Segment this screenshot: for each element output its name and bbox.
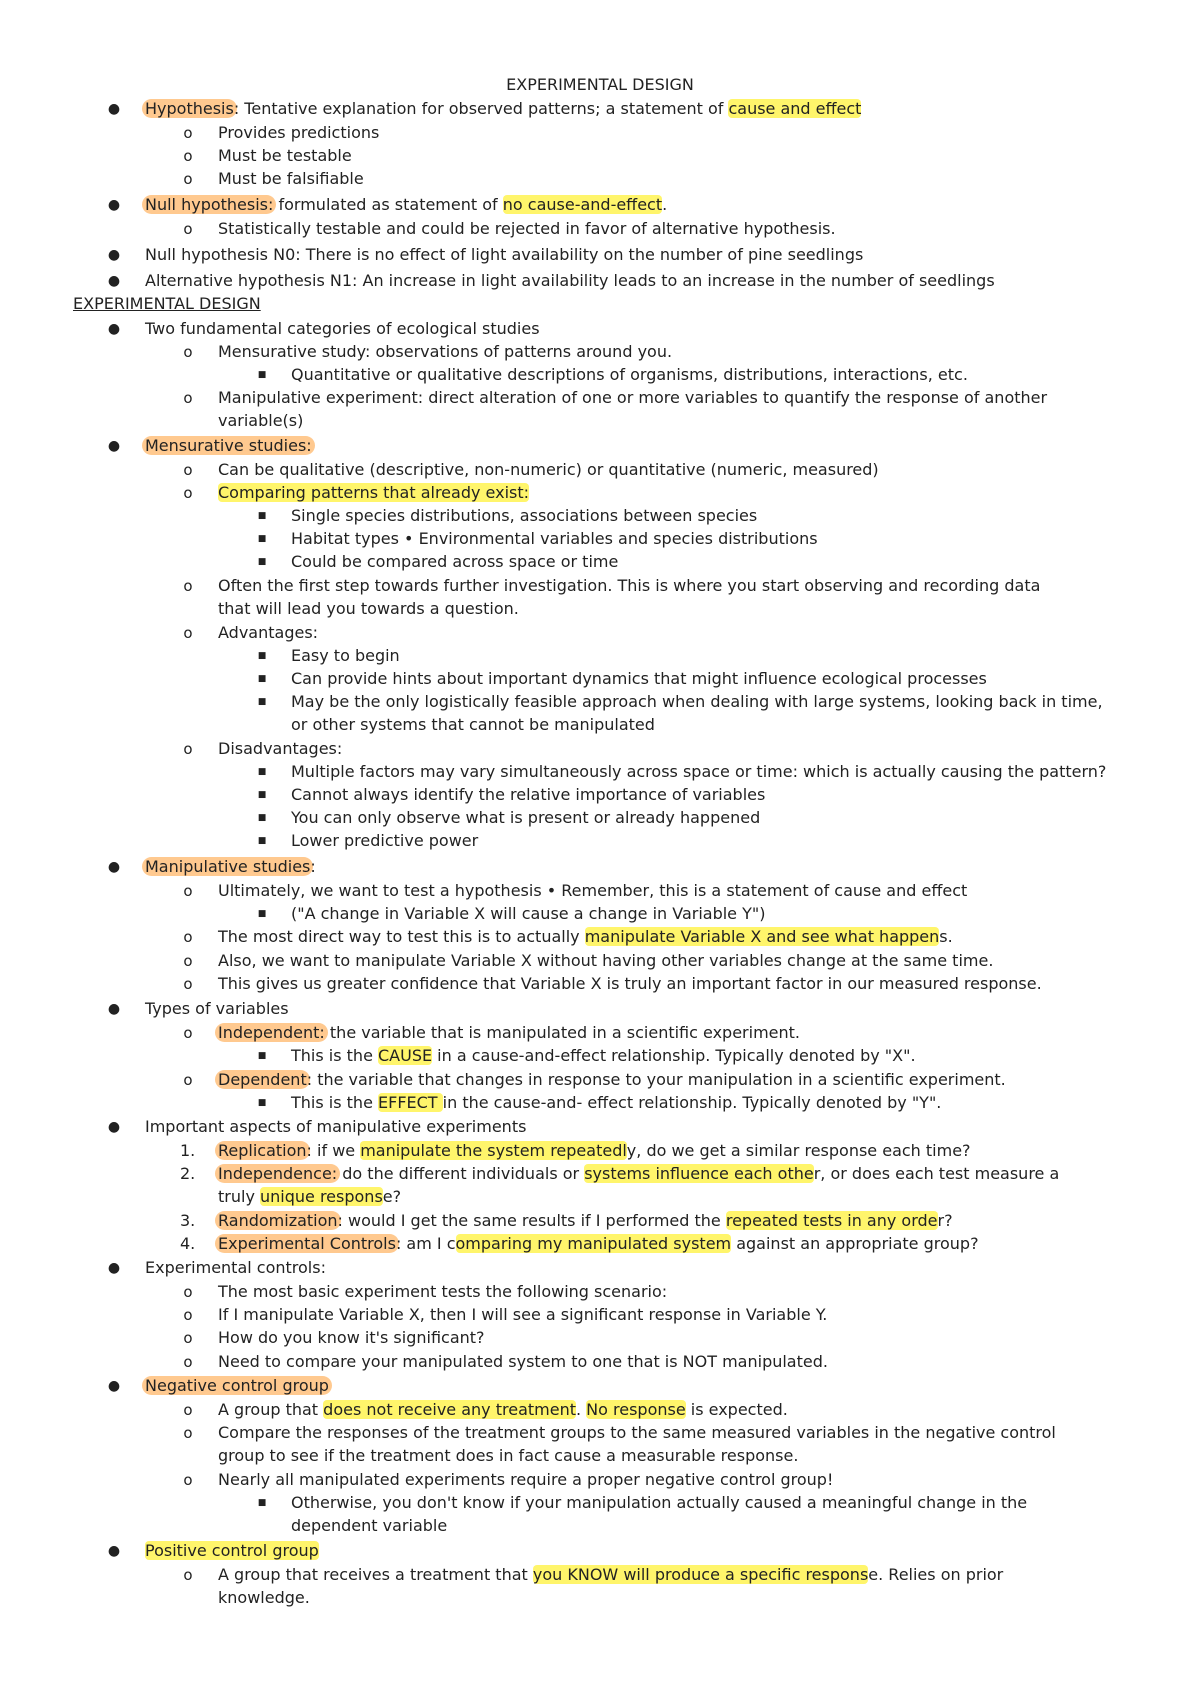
manipulative-item: Manipulative studies: bbox=[145, 856, 316, 878]
independent-term: Independent: bbox=[215, 1023, 328, 1042]
list-item: Lower predictive power bbox=[291, 831, 479, 850]
effect-highlight: EFFECT bbox=[378, 1093, 443, 1112]
list-item: How do you know it's significant? bbox=[218, 1328, 485, 1347]
numbered-item: Experimental Controls: am I comparing my manipulated system against an appropriate group? bbox=[218, 1233, 979, 1255]
bullet-circle-icon: o bbox=[183, 1353, 193, 1371]
list-item: Mensurative study: observations of patterns around you. bbox=[218, 342, 673, 361]
list-item: ("A change in Variable X will cause a change in Variable Y") bbox=[291, 904, 766, 923]
bullet-circle-icon: o bbox=[183, 170, 193, 188]
bullet-disc-icon: ● bbox=[107, 438, 121, 454]
manipulative-term: Manipulative studies bbox=[142, 857, 313, 876]
list-number: 2. bbox=[180, 1164, 196, 1183]
bullet-square-icon: ■ bbox=[257, 1098, 267, 1108]
bullet-square-icon: ■ bbox=[257, 511, 267, 521]
cause-highlight: CAUSE bbox=[378, 1046, 433, 1065]
list-item: Types of variables bbox=[145, 999, 289, 1018]
list-item: Ultimately, we want to test a hypothesis • Remember, this is a statement of cause and effect bbox=[218, 881, 968, 900]
dependent-term: Dependent bbox=[215, 1070, 310, 1089]
list-item: Often the first step towards further investigation. This is where you start observing and recording data bbox=[218, 576, 1041, 595]
bullet-circle-icon: o bbox=[183, 484, 193, 502]
numbered-item: Randomization: would I get the same results if I performed the repeated tests in any order? bbox=[218, 1210, 953, 1232]
bullet-disc-icon: ● bbox=[107, 273, 121, 289]
negative-control-item bbox=[145, 1375, 329, 1397]
list-item: Provides predictions bbox=[218, 123, 380, 142]
bullet-square-icon: ■ bbox=[257, 697, 267, 707]
bullet-disc-icon: ● bbox=[107, 1543, 121, 1559]
list-item: Nearly all manipulated experiments require a proper negative control group! bbox=[218, 1470, 834, 1489]
bullet-circle-icon: o bbox=[183, 461, 193, 479]
bullet-square-icon: ■ bbox=[257, 651, 267, 661]
null-hypothesis-item: Null hypothesis: formulated as statement of no cause-and-effect. bbox=[145, 194, 667, 216]
bullet-disc-icon: ● bbox=[107, 321, 121, 337]
bullet-square-icon: ■ bbox=[257, 534, 267, 544]
bullet-circle-icon: o bbox=[183, 1071, 193, 1089]
list-item: Could be compared across space or time bbox=[291, 552, 619, 571]
hypothesis-item: Hypothesis: Tentative explanation for observed patterns; a statement of cause and effect bbox=[145, 98, 861, 120]
section-heading: EXPERIMENTAL DESIGN bbox=[73, 294, 261, 313]
bullet-circle-icon: o bbox=[183, 952, 193, 970]
randomization-term: Randomization bbox=[215, 1211, 341, 1230]
list-item: This gives us greater confidence that Variable X is truly an important factor in our measured response. bbox=[218, 974, 1042, 993]
bullet-circle-icon: o bbox=[183, 1424, 193, 1442]
bullet-disc-icon: ● bbox=[107, 1001, 121, 1017]
independence-term: Independence: bbox=[215, 1164, 340, 1183]
bullet-circle-icon: o bbox=[183, 975, 193, 993]
replication-term: Replication bbox=[215, 1141, 310, 1160]
list-item: Statistically testable and could be rejected in favor of alternative hypothesis. bbox=[218, 219, 836, 238]
list-item: May be the only logistically feasible approach when dealing with large systems, looking back in time, bbox=[291, 692, 1103, 711]
bullet-circle-icon: o bbox=[183, 1306, 193, 1324]
list-item: You can only observe what is present or already happened bbox=[291, 808, 761, 827]
numbered-item: Independence: do the different individuals or systems influence each other, or does each test measure a bbox=[218, 1163, 1059, 1185]
list-item: Cannot always identify the relative importance of variables bbox=[291, 785, 766, 804]
list-item: Advantages: bbox=[218, 623, 319, 642]
bullet-square-icon: ■ bbox=[257, 370, 267, 380]
list-item: Quantitative or qualitative descriptions of organisms, distributions, interactions, etc. bbox=[291, 365, 968, 384]
null-hypothesis-term: Null hypothesis: bbox=[142, 195, 276, 214]
manipulate-x-highlight: manipulate Variable X and see what happen bbox=[584, 927, 940, 946]
bullet-circle-icon: o bbox=[183, 1401, 193, 1419]
list-number: 4. bbox=[180, 1234, 196, 1253]
list-item: The most direct way to test this is to actually manipulate Variable X and see what happens. bbox=[218, 927, 953, 946]
bullet-square-icon: ■ bbox=[257, 909, 267, 919]
dependent-item: Dependent: the variable that changes in response to your manipulation in a scientific experiment. bbox=[218, 1069, 1006, 1091]
mensurative-item bbox=[145, 435, 312, 457]
bullet-square-icon: ■ bbox=[257, 1498, 267, 1508]
bullet-square-icon: ■ bbox=[257, 1051, 267, 1061]
list-item-continuation: that will lead you towards a question. bbox=[218, 599, 519, 618]
list-item: Null hypothesis N0: There is no effect of light availability on the number of pine seedlings bbox=[145, 245, 864, 264]
numbered-item: Replication: if we manipulate the system repeatedly, do we get a similar response each time? bbox=[218, 1140, 971, 1162]
bullet-circle-icon: o bbox=[183, 1471, 193, 1489]
hypothesis-term: Hypothesis bbox=[142, 99, 237, 118]
numbered-item-continuation: truly unique response? bbox=[218, 1187, 402, 1206]
page-title: EXPERIMENTAL DESIGN bbox=[506, 75, 694, 94]
list-item: Habitat types • Environmental variables and species distributions bbox=[291, 529, 818, 548]
list-item-continuation: dependent variable bbox=[291, 1516, 448, 1535]
bullet-circle-icon: o bbox=[183, 1566, 193, 1584]
bullet-disc-icon: ● bbox=[107, 1119, 121, 1135]
list-item: Two fundamental categories of ecological studies bbox=[145, 319, 540, 338]
list-item: Can be qualitative (descriptive, non-numeric) or quantitative (numeric, measured) bbox=[218, 460, 879, 479]
bullet-circle-icon: o bbox=[183, 577, 193, 595]
bullet-disc-icon: ● bbox=[107, 1378, 121, 1394]
bullet-square-icon: ■ bbox=[257, 767, 267, 777]
bullet-disc-icon: ● bbox=[107, 859, 121, 875]
no-cause-effect-highlight: no cause-and-effect bbox=[502, 195, 663, 214]
bullet-disc-icon: ● bbox=[107, 197, 121, 213]
list-item bbox=[218, 482, 529, 504]
list-item: Manipulative experiment: direct alteration of one or more variables to quantify the response of another bbox=[218, 388, 1048, 407]
bullet-circle-icon: o bbox=[183, 1283, 193, 1301]
list-item: Need to compare your manipulated system to one that is NOT manipulated. bbox=[218, 1352, 828, 1371]
list-item-continuation: variable(s) bbox=[218, 411, 304, 430]
list-item: Also, we want to manipulate Variable X without having other variables change at the same time. bbox=[218, 951, 994, 970]
list-item: Multiple factors may vary simultaneously across space or time: which is actually causing the pattern? bbox=[291, 762, 1107, 781]
comparing-patterns-highlight: Comparing patterns that already exist: bbox=[218, 483, 530, 502]
list-item-continuation: group to see if the treatment does in fact cause a measurable response. bbox=[218, 1446, 799, 1465]
list-item: Alternative hypothesis N1: An increase in light availability leads to an increase in the number of seedlings bbox=[145, 271, 995, 290]
bullet-disc-icon: ● bbox=[107, 1260, 121, 1276]
list-item: Must be falsifiable bbox=[218, 169, 364, 188]
list-number: 3. bbox=[180, 1211, 196, 1230]
positive-control-item bbox=[145, 1540, 319, 1562]
list-item: The most basic experiment tests the following scenario: bbox=[218, 1282, 668, 1301]
independent-item: Independent: the variable that is manipulated in a scientific experiment. bbox=[218, 1022, 800, 1044]
list-item-continuation: knowledge. bbox=[218, 1588, 310, 1607]
list-item: Easy to begin bbox=[291, 646, 400, 665]
list-number: 1. bbox=[180, 1141, 196, 1160]
list-item: Important aspects of manipulative experiments bbox=[145, 1117, 527, 1136]
bullet-circle-icon: o bbox=[183, 1024, 193, 1042]
list-item: If I manipulate Variable X, then I will see a significant response in Variable Y. bbox=[218, 1305, 828, 1324]
list-item: Disadvantages: bbox=[218, 739, 343, 758]
bullet-disc-icon: ● bbox=[107, 101, 121, 117]
negative-control-term: Negative control group bbox=[142, 1376, 332, 1395]
bullet-square-icon: ■ bbox=[257, 557, 267, 567]
bullet-disc-icon: ● bbox=[107, 247, 121, 263]
list-item: Experimental controls: bbox=[145, 1258, 326, 1277]
bullet-circle-icon: o bbox=[183, 343, 193, 361]
mensurative-term: Mensurative studies: bbox=[142, 436, 315, 455]
bullet-circle-icon: o bbox=[183, 740, 193, 758]
bullet-circle-icon: o bbox=[183, 882, 193, 900]
bullet-square-icon: ■ bbox=[257, 790, 267, 800]
list-item: A group that receives a treatment that you KNOW will produce a specific response. Relies on prior bbox=[218, 1565, 1004, 1584]
list-item: Otherwise, you don't know if your manipulation actually caused a meaningful change in the bbox=[291, 1493, 1028, 1512]
cause-effect-highlight: cause and effect bbox=[728, 99, 862, 118]
list-item: This is the EFFECT in the cause-and- effect relationship. Typically denoted by "Y". bbox=[291, 1093, 942, 1112]
positive-control-term: Positive control group bbox=[145, 1541, 319, 1560]
list-item: A group that does not receive any treatment. No response is expected. bbox=[218, 1400, 788, 1419]
list-item: This is the CAUSE in a cause-and-effect relationship. Typically denoted by "X". bbox=[291, 1046, 916, 1065]
list-item: Can provide hints about important dynamics that might influence ecological processes bbox=[291, 669, 987, 688]
experimental-controls-term: Experimental Controls bbox=[215, 1234, 399, 1253]
list-item: Single species distributions, associations between species bbox=[291, 506, 758, 525]
bullet-circle-icon: o bbox=[183, 928, 193, 946]
list-item-continuation: or other systems that cannot be manipulated bbox=[291, 715, 655, 734]
bullet-square-icon: ■ bbox=[257, 674, 267, 684]
bullet-square-icon: ■ bbox=[257, 836, 267, 846]
bullet-square-icon: ■ bbox=[257, 813, 267, 823]
bullet-circle-icon: o bbox=[183, 389, 193, 407]
bullet-circle-icon: o bbox=[183, 1329, 193, 1347]
bullet-circle-icon: o bbox=[183, 220, 193, 238]
bullet-circle-icon: o bbox=[183, 624, 193, 642]
bullet-circle-icon: o bbox=[183, 124, 193, 142]
list-item: Must be testable bbox=[218, 146, 352, 165]
list-item: Compare the responses of the treatment groups to the same measured variables in the negative control bbox=[218, 1423, 1056, 1442]
bullet-circle-icon: o bbox=[183, 147, 193, 165]
